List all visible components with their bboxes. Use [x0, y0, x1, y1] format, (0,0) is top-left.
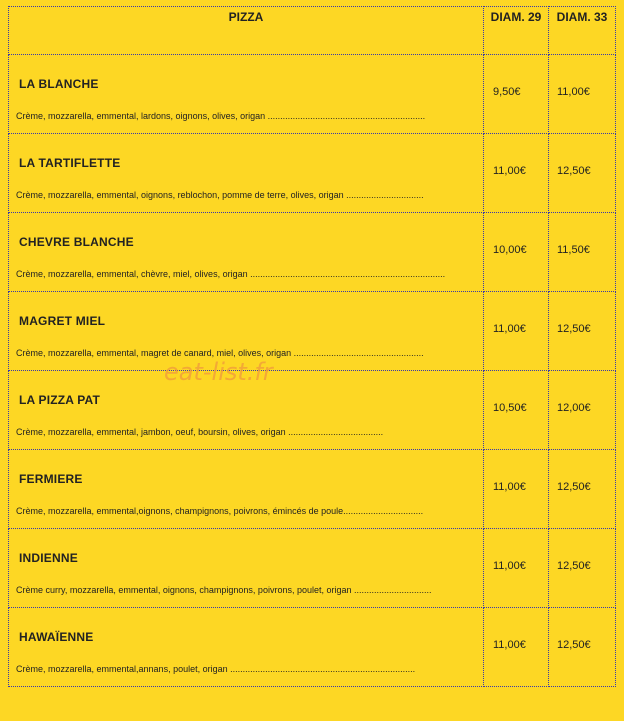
pizza-menu-table	[8, 6, 616, 687]
menu-row	[9, 134, 616, 213]
price-33: 11,00€	[557, 86, 590, 98]
menu-row	[9, 450, 616, 529]
item-cell	[9, 529, 484, 608]
header-row	[9, 7, 616, 55]
price-29-cell	[484, 292, 549, 371]
price-29: 11,00€	[493, 481, 526, 493]
item-cell	[9, 213, 484, 292]
item-description: Crème, mozzarella, emmental, oignons, reblochon, pomme de terre, olives, origan ...............................	[16, 190, 424, 200]
price-29-cell	[484, 213, 549, 292]
item-cell	[9, 371, 484, 450]
price-33: 11,50€	[557, 244, 590, 256]
item-cell	[9, 450, 484, 529]
price-33: 12,50€	[557, 165, 591, 177]
price-29: 9,50€	[493, 86, 521, 98]
price-33-cell	[549, 134, 616, 213]
menu-row	[9, 608, 616, 687]
price-33-cell	[549, 608, 616, 687]
price-33-cell	[549, 529, 616, 608]
price-29-cell	[484, 529, 549, 608]
item-description: Crème, mozzarella, emmental, magret de canard, miel, olives, origan ....................................................	[16, 348, 424, 358]
price-33: 12,50€	[557, 323, 591, 335]
price-33: 12,50€	[557, 481, 591, 493]
watermark: eat-list.fr	[164, 358, 273, 386]
menu-row	[9, 371, 616, 450]
header-pizza: PIZZA	[9, 7, 484, 55]
price-33-cell	[549, 450, 616, 529]
price-29: 11,00€	[493, 639, 526, 651]
item-name: INDIENNE	[19, 551, 78, 565]
price-33-cell	[549, 55, 616, 134]
item-description: Crème curry, mozzarella, emmental, oignons, champignons, poivrons, poulet, origan ...............................	[16, 585, 432, 595]
price-33: 12,50€	[557, 560, 591, 572]
item-description: Crème, mozzarella, emmental,oignons, champignons, poivrons, émincés de poule................................	[16, 506, 424, 516]
price-33-cell	[549, 213, 616, 292]
price-29-cell	[484, 134, 549, 213]
price-29: 11,00€	[493, 165, 526, 177]
price-29-cell	[484, 450, 549, 529]
item-description: Crème, mozzarella, emmental, lardons, oignons, olives, origan ...............................................................	[16, 111, 426, 121]
price-29-cell	[484, 55, 549, 134]
price-33: 12,50€	[557, 639, 591, 651]
item-name: MAGRET MIEL	[19, 314, 106, 328]
item-cell	[9, 608, 484, 687]
item-name: LA PIZZA PAT	[19, 393, 101, 407]
price-29: 11,00€	[493, 323, 526, 335]
item-name: FERMIERE	[19, 472, 83, 486]
item-cell	[9, 134, 484, 213]
header-diam33: DIAM. 33	[549, 7, 616, 55]
price-33: 12,00€	[557, 402, 591, 414]
menu-row	[9, 213, 616, 292]
item-name: HAWAÏENNE	[19, 630, 94, 644]
header-diam29: DIAM. 29	[484, 7, 549, 55]
item-description: Crème, mozzarella, emmental, jambon, oeuf, boursin, olives, origan ......................................	[16, 427, 384, 437]
menu-row	[9, 529, 616, 608]
item-name: CHEVRE BLANCHE	[19, 235, 134, 249]
menu-row	[9, 55, 616, 134]
price-29-cell	[484, 608, 549, 687]
item-cell	[9, 292, 484, 371]
item-name: LA TARTIFLETTE	[19, 156, 121, 170]
item-cell	[9, 55, 484, 134]
item-description: Crème, mozzarella, emmental, chèvre, miel, olives, origan ..............................................................................	[16, 269, 446, 279]
price-29: 10,00€	[493, 244, 527, 256]
price-29: 11,00€	[493, 560, 526, 572]
price-33-cell	[549, 292, 616, 371]
price-33-cell	[549, 371, 616, 450]
price-29-cell	[484, 371, 549, 450]
item-name: LA BLANCHE	[19, 77, 99, 91]
menu-row	[9, 292, 616, 371]
price-29: 10,50€	[493, 402, 527, 414]
item-description: Crème, mozzarella, emmental,annans, poulet, origan ..........................................................................	[16, 664, 416, 674]
